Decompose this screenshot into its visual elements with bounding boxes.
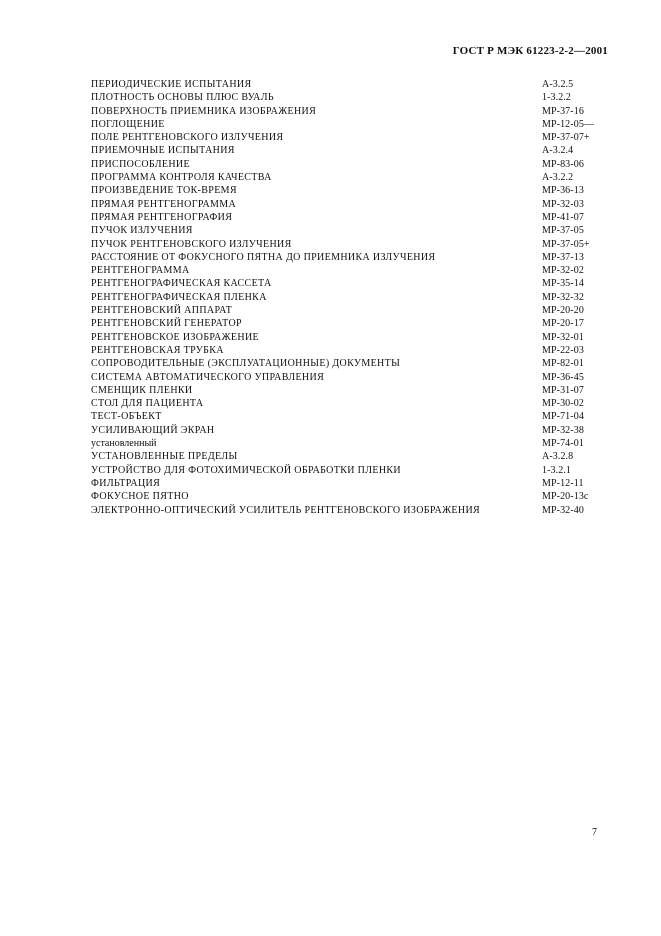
index-row (91, 91, 621, 104)
index-reference: МР-37-05 (542, 225, 584, 237)
index-term: РЕНТГЕНОГРАФИЧЕСКАЯ ПЛЕНКА (91, 291, 267, 303)
index-row (91, 464, 621, 477)
index-row (91, 384, 621, 397)
index-term: ПОГЛОЩЕНИЕ (91, 118, 165, 130)
index-reference: А-3.2.4 (542, 145, 574, 157)
index-reference: МР-12-11 (542, 477, 584, 489)
index-term: ЭЛЕКТРОННО-ОПТИЧЕСКИЙ УСИЛИТЕЛЬ РЕНТГЕНОВСКОГО ИЗОБРАЖЕНИЯ (91, 504, 481, 516)
index-term: ПРОИЗВЕДЕНИЕ ТОК-ВРЕМЯ (91, 185, 237, 197)
index-row (91, 238, 621, 251)
index-term: ПРИЕМОЧНЫЕ ИСПЫТАНИЯ (91, 145, 235, 157)
index-row (91, 144, 621, 157)
index-term: ПОВЕРХНОСТЬ ПРИЕМНИКА ИЗОБРАЖЕНИЯ (91, 105, 317, 117)
index-row (91, 504, 621, 517)
index-reference: МР-36-13 (542, 185, 584, 197)
index-term: УСТАНОВЛЕННЫЕ ПРЕДЕЛЫ (91, 451, 238, 463)
index-row (91, 317, 621, 330)
index-term: ПРЯМАЯ РЕНТГЕНОГРАФИЯ (91, 211, 233, 223)
index-reference: МР-37-16 (542, 105, 584, 117)
index-reference: МР-30-02 (542, 398, 584, 410)
index-reference: МР-82-01 (542, 358, 584, 370)
index-term: ФОКУСНОЕ ПЯТНО (91, 491, 189, 503)
index-term: ПРИСПОСОБЛЕНИЕ (91, 158, 190, 170)
index-reference: МР-32-32 (542, 291, 584, 303)
index-row (91, 490, 621, 503)
index-term: ПУЧОК РЕНТГЕНОВСКОГО ИЗЛУЧЕНИЯ (91, 238, 292, 250)
index-row (91, 410, 621, 423)
index-term: СОПРОВОДИТЕЛЬНЫЕ (ЭКСПЛУАТАЦИОННЫЕ) ДОКУМЕНТЫ (91, 358, 401, 370)
index-term: РЕНТГЕНОГРАФИЧЕСКАЯ КАССЕТА (91, 278, 272, 290)
index-row (91, 224, 621, 237)
index-term: СИСТЕМА АВТОМАТИЧЕСКОГО УПРАВЛЕНИЯ (91, 371, 325, 383)
document-header: ГОСТ Р МЭК 61223-2-2—2001 (452, 45, 608, 57)
index-reference: МР-37-05+ (542, 238, 590, 250)
index-row (91, 357, 621, 370)
index-row (91, 344, 621, 357)
index-term: установленный (91, 438, 157, 450)
index-row (91, 477, 621, 490)
index-reference: МР-22-03 (542, 344, 584, 356)
index-reference: МР-32-03 (542, 198, 584, 210)
index-row (91, 211, 621, 224)
index-term: РЕНТГЕНОВСКИЙ АППАРАТ (91, 305, 233, 317)
index-term: ПОЛЕ РЕНТГЕНОВСКОГО ИЗЛУЧЕНИЯ (91, 132, 284, 144)
index-reference: МР-32-01 (542, 331, 584, 343)
index-reference: 1-3.2.2 (542, 92, 572, 104)
index-term: СТОЛ ДЛЯ ПАЦИЕНТА (91, 398, 204, 410)
index-term: ФИЛЬТРАЦИЯ (91, 477, 161, 489)
index-row (91, 277, 621, 290)
index-term: РЕНТГЕНОВСКАЯ ТРУБКА (91, 344, 224, 356)
index-term: УСИЛИВАЮЩИЙ ЭКРАН (91, 424, 215, 436)
index-reference: МР-32-02 (542, 265, 584, 277)
index-row (91, 371, 621, 384)
index-term: ПРОГРАММА КОНТРОЛЯ КАЧЕСТВА (91, 172, 272, 184)
index-term: ПРЯМАЯ РЕНТГЕНОГРАММА (91, 198, 237, 210)
index-term: ПЕРИОДИЧЕСКИЕ ИСПЫТАНИЯ (91, 79, 252, 90)
index-row (91, 78, 621, 91)
index-reference: МР-20-20 (542, 305, 584, 317)
index-reference: МР-37-13 (542, 251, 584, 263)
index-reference: МР-12-05— (542, 118, 595, 130)
index-term: РЕНТГЕНОВСКИЙ ГЕНЕРАТОР (91, 318, 242, 330)
index-reference: МР-36-45 (542, 371, 584, 383)
index-term: ТЕСТ-ОБЪЕКТ (91, 411, 162, 423)
term-index-list (91, 78, 621, 517)
index-reference: МР-41-07 (542, 211, 584, 223)
page-number: 7 (592, 827, 597, 838)
index-reference: А-3.2.5 (542, 79, 574, 90)
index-reference: МР-32-40 (542, 504, 584, 516)
index-term: РАССТОЯНИЕ ОТ ФОКУСНОГО ПЯТНА ДО ПРИЕМНИКА ИЗЛУЧЕНИЯ (91, 251, 436, 263)
index-term: УСТРОЙСТВО ДЛЯ ФОТОХИМИЧЕСКОЙ ОБРАБОТКИ ПЛЕНКИ (91, 464, 401, 476)
index-term: РЕНТГЕНОГРАММА (91, 265, 190, 277)
index-row (91, 264, 621, 277)
index-row (91, 131, 621, 144)
index-reference: МР-20-17 (542, 318, 584, 330)
index-row (91, 198, 621, 211)
index-reference: МР-32-38 (542, 424, 584, 436)
index-reference: МР-83-06 (542, 158, 584, 170)
index-reference: МР-31-07 (542, 384, 584, 396)
index-term: СМЕНЩИК ПЛЕНКИ (91, 384, 193, 396)
index-reference: 1-3.2.1 (542, 464, 572, 476)
index-row (91, 424, 621, 437)
index-row (91, 118, 621, 131)
index-term: ПЛОТНОСТЬ ОСНОВЫ ПЛЮС ВУАЛЬ (91, 92, 274, 104)
index-reference: МР-37-07+ (542, 132, 590, 144)
index-row (91, 158, 621, 171)
index-row (91, 331, 621, 344)
index-row (91, 184, 621, 197)
index-reference: МР-71-04 (542, 411, 584, 423)
index-reference: А-3.2.8 (542, 451, 574, 463)
index-term: РЕНТГЕНОВСКОЕ ИЗОБРАЖЕНИЕ (91, 331, 259, 343)
index-row (91, 304, 621, 317)
index-row (91, 397, 621, 410)
index-row (91, 251, 621, 264)
index-row (91, 105, 621, 118)
index-reference: МР-74-01 (542, 438, 584, 450)
index-reference: А-3.2.2 (542, 172, 574, 184)
index-row (91, 171, 621, 184)
index-row (91, 291, 621, 304)
index-term: ПУЧОК ИЗЛУЧЕНИЯ (91, 225, 193, 237)
index-row (91, 437, 621, 450)
index-row (91, 450, 621, 463)
index-reference: МР-35-14 (542, 278, 584, 290)
index-reference: МР-20-13с (542, 491, 589, 503)
